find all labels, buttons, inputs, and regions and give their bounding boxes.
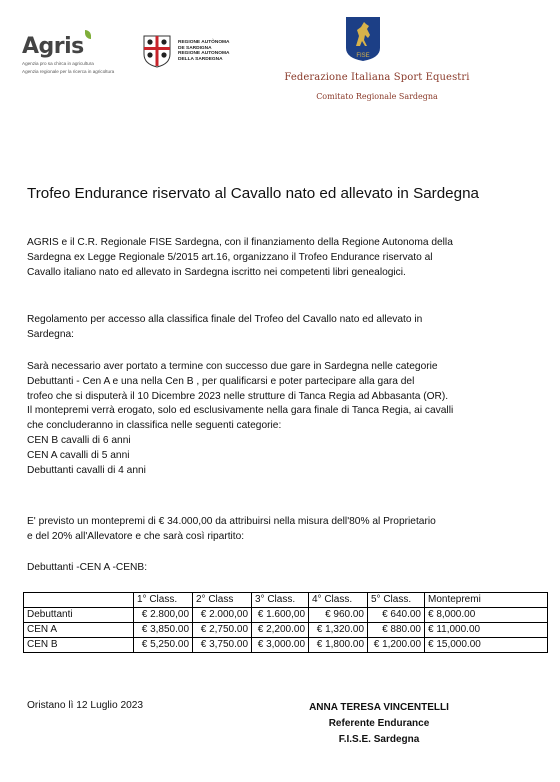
text-line: Sardegna ex Legge Regionale 5/2015 art.16, organizzano il Trofeo Endurance riservato al	[27, 251, 433, 263]
svg-text:FISE: FISE	[356, 53, 370, 59]
category-cell: CEN A	[24, 623, 134, 638]
table-cell: € 1,320.00	[309, 623, 368, 638]
table-cell: € 2,750.00	[193, 623, 252, 638]
text-line: AGRIS e il C.R. Regionale FISE Sardegna, con il finanziamento della Regione Autonoma della	[27, 237, 453, 248]
signatory-role: Referente Endurance	[328, 718, 430, 729]
text-line: Il montepremi verrà erogato, solo ed esclusivamente nella gara finale di Tanca Regia, ai cavalli	[27, 405, 454, 417]
text-line: trofeo che si disputerà il 10 Dicembre 2023 nelle strutture di Tanca Regia ad Abbasanta (OR).	[27, 390, 449, 402]
column-header: 4° Class.	[309, 593, 368, 608]
table-cell: € 640.00	[368, 608, 425, 623]
agris-tagline-2: Agenzia regionale per la ricerca in agricoltura	[22, 69, 115, 75]
text-line: Sarà necessario aver portato a termine con successo due gare in Sardegna nelle categorie	[27, 361, 438, 372]
table-cell: € 1.600,00	[252, 608, 309, 623]
fise-name: Federazione Italiana Sport Equestri	[284, 72, 470, 83]
regione-sardegna-logo	[142, 34, 242, 70]
column-header: 3° Class.	[252, 593, 309, 608]
table-cell: € 3,750.00	[193, 638, 252, 653]
fise-committee: Comitato Regionale Sardegna	[316, 92, 438, 101]
document-title: Trofeo Endurance riservato al Cavallo nato ed allevato in Sardegna	[27, 185, 479, 202]
table-cell: € 960.00	[309, 608, 368, 623]
table-cell: € 3,000.00	[252, 638, 309, 653]
table-row	[24, 623, 548, 638]
fise-horse-emblem-icon	[345, 16, 381, 62]
agris-logo	[22, 36, 140, 74]
text-line: E' previsto un montepremi di € 34.000,00 da attribuirsi nella misura dell'80% al Proprietario	[27, 516, 436, 527]
agris-tagline-1: Agenzia pro sa chirca in agricultura	[22, 61, 94, 66]
table-header-row	[24, 593, 548, 608]
total-cell: € 8,000.00	[425, 608, 548, 623]
column-header	[24, 593, 134, 608]
table-row	[24, 638, 548, 653]
text-line: Sardegna:	[27, 328, 75, 340]
table-cell: € 1,800.00	[309, 638, 368, 653]
category-line: CEN A cavalli di 5 anni	[27, 449, 130, 461]
table-cell: € 2.000,00	[193, 608, 252, 623]
text-line: che concluderanno in classifica nelle seguenti categorie:	[27, 420, 282, 432]
category-line: CEN B cavalli di 6 anni	[27, 434, 131, 446]
intro-paragraph	[27, 236, 477, 280]
table-caption: Debuttanti -CEN A -CENB:	[27, 562, 148, 573]
rules-body	[27, 360, 477, 478]
total-cell: € 11,000.00	[425, 623, 548, 638]
table-cell: € 2.800,00	[134, 608, 193, 623]
place-date: Oristano lì 12 Luglio 2023	[27, 700, 144, 711]
table-row	[24, 608, 548, 623]
text-line: Regolamento per accesso alla classifica finale del Trofeo del Cavallo nato ed allevato in	[27, 314, 423, 325]
column-header: 5° Class.	[368, 593, 425, 608]
category-cell: Debuttanti	[24, 608, 134, 623]
signature-block	[300, 700, 458, 748]
column-header: 2° Class	[193, 593, 252, 608]
table-cell: € 880.00	[368, 623, 425, 638]
fise-logo	[284, 16, 470, 106]
four-moors-shield-icon	[142, 34, 172, 68]
total-cell: € 15,000.00	[425, 638, 548, 653]
column-header: 1° Class.	[134, 593, 193, 608]
category-cell: CEN B	[24, 638, 134, 653]
signatory-org: F.I.S.E. Sardegna	[338, 734, 420, 745]
table-cell: € 5,250.00	[134, 638, 193, 653]
column-header: Montepremi	[425, 593, 548, 608]
agris-wordmark: Agris	[22, 34, 84, 59]
category-line: Debuttanti cavalli di 4 anni	[27, 464, 146, 476]
text-line: e del 20% all'Allevatore e che sarà così ripartito:	[27, 530, 245, 542]
regione-text: REGIONE AUTÒNOMA DE SARDIGNA REGIONE AUTONOMA DELLA SARDEGNA	[178, 40, 230, 62]
prize-paragraph	[27, 515, 477, 545]
rules-heading	[27, 313, 477, 343]
text-line: Debuttanti - Cen A e una nella Cen B , per qualificarsi e poter partecipare alla gara del	[27, 375, 415, 387]
signatory-name: ANNA TERESA VINCENTELLI	[309, 702, 449, 713]
table-cell: € 2,200.00	[252, 623, 309, 638]
text-line: Cavallo italiano nato ed allevato in Sardegna iscritto nei competenti libri genealogici.	[27, 266, 406, 278]
table-cell: € 1,200.00	[368, 638, 425, 653]
table-cell: € 3,850.00	[134, 623, 193, 638]
prize-table	[23, 592, 548, 653]
